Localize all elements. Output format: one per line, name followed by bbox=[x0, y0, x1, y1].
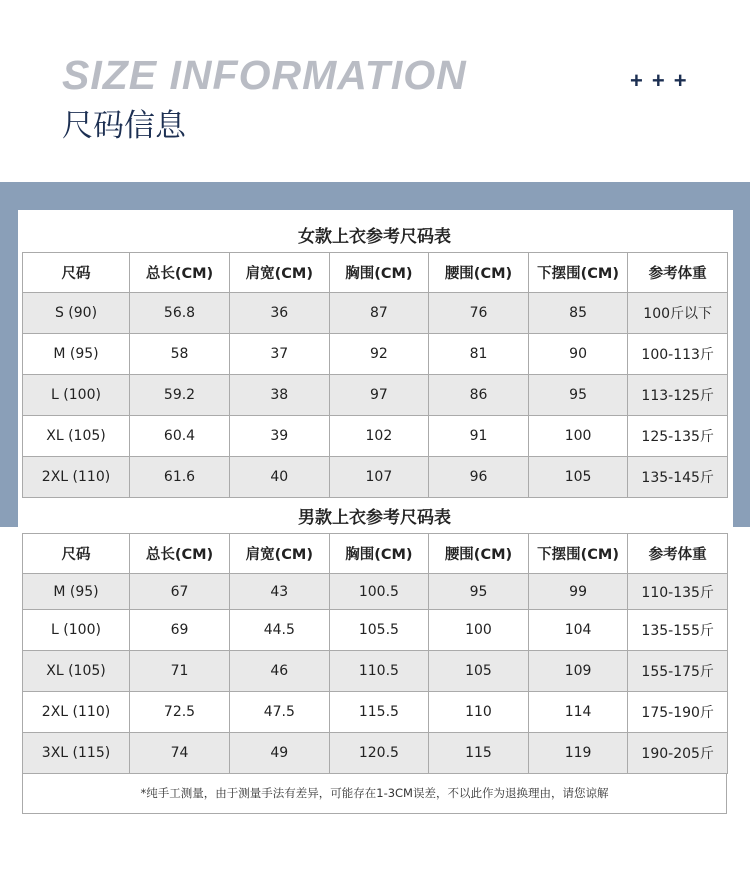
table-cell: 90 bbox=[528, 334, 628, 375]
table-cell: 135-145斤 bbox=[628, 457, 728, 498]
table-cell: 96 bbox=[429, 457, 529, 498]
table-cell: 100 bbox=[528, 416, 628, 457]
table-cell: 115.5 bbox=[329, 692, 429, 733]
column-header: 参考体重 bbox=[628, 253, 728, 293]
table-cell: 120.5 bbox=[329, 733, 429, 774]
table-cell: 114 bbox=[528, 692, 628, 733]
title-english: SIZE INFORMATION bbox=[62, 52, 467, 98]
table-header-row bbox=[23, 534, 728, 574]
table-cell: 60.4 bbox=[130, 416, 230, 457]
plus-icon: + bbox=[651, 68, 665, 93]
table-cell: XL (105) bbox=[23, 651, 130, 692]
table-cell: 115 bbox=[429, 733, 529, 774]
table-cell: 91 bbox=[429, 416, 529, 457]
table-header-row bbox=[23, 253, 728, 293]
table-cell: 85 bbox=[528, 293, 628, 334]
table-cell: 49 bbox=[230, 733, 330, 774]
table-cell: L (100) bbox=[23, 610, 130, 651]
table-cell: 74 bbox=[130, 733, 230, 774]
title-chinese: 尺码信息 bbox=[62, 108, 186, 144]
table-cell: 105 bbox=[429, 651, 529, 692]
measurement-note: *纯手工测量，由于测量手法有差异，可能存在1-3CM误差，不以此作为退换理由，请您谅解 bbox=[22, 774, 727, 814]
table-cell: 47.5 bbox=[230, 692, 330, 733]
table-cell: 102 bbox=[329, 416, 429, 457]
table-row bbox=[23, 610, 728, 651]
table-cell: 95 bbox=[528, 375, 628, 416]
column-header: 肩宽(CM) bbox=[230, 534, 330, 574]
table-cell: 155-175斤 bbox=[628, 651, 728, 692]
table-row bbox=[23, 375, 728, 416]
column-header: 下摆围(CM) bbox=[528, 253, 628, 293]
table-row bbox=[23, 293, 728, 334]
column-header: 腰围(CM) bbox=[429, 253, 529, 293]
table-cell: 59.2 bbox=[130, 375, 230, 416]
table-cell: 46 bbox=[230, 651, 330, 692]
table-row bbox=[23, 692, 728, 733]
table-row bbox=[23, 733, 728, 774]
table-cell: 36 bbox=[230, 293, 330, 334]
table-cell: 37 bbox=[230, 334, 330, 375]
women-size-table bbox=[22, 252, 728, 498]
decorative-plus-icons bbox=[630, 68, 687, 94]
table-cell: 71 bbox=[130, 651, 230, 692]
column-header: 胸围(CM) bbox=[329, 534, 429, 574]
table-cell: 69 bbox=[130, 610, 230, 651]
table-cell: 190-205斤 bbox=[628, 733, 728, 774]
table-cell: 40 bbox=[230, 457, 330, 498]
column-header: 肩宽(CM) bbox=[230, 253, 330, 293]
table-cell: 110.5 bbox=[329, 651, 429, 692]
table-cell: 95 bbox=[429, 574, 529, 610]
table-cell: 61.6 bbox=[130, 457, 230, 498]
table-cell: 2XL (110) bbox=[23, 692, 130, 733]
column-header: 胸围(CM) bbox=[329, 253, 429, 293]
table-cell: 87 bbox=[329, 293, 429, 334]
table-cell: 113-125斤 bbox=[628, 375, 728, 416]
column-header: 腰围(CM) bbox=[429, 534, 529, 574]
table-cell: 107 bbox=[329, 457, 429, 498]
table-cell: 100 bbox=[429, 610, 529, 651]
table-cell: 76 bbox=[429, 293, 529, 334]
table-cell: M (95) bbox=[23, 574, 130, 610]
column-header: 总长(CM) bbox=[130, 534, 230, 574]
table-cell: 81 bbox=[429, 334, 529, 375]
table-cell: 3XL (115) bbox=[23, 733, 130, 774]
table-cell: 86 bbox=[429, 375, 529, 416]
table-row bbox=[23, 651, 728, 692]
table-cell: 44.5 bbox=[230, 610, 330, 651]
plus-icon: + bbox=[630, 68, 643, 93]
table-row bbox=[23, 574, 728, 610]
table-cell: 92 bbox=[329, 334, 429, 375]
women-table-title: 女款上衣参考尺码表 bbox=[298, 227, 451, 247]
men-table-title: 男款上衣参考尺码表 bbox=[298, 508, 451, 528]
table-cell: 135-155斤 bbox=[628, 610, 728, 651]
table-cell: 109 bbox=[528, 651, 628, 692]
table-cell: 175-190斤 bbox=[628, 692, 728, 733]
column-header: 尺码 bbox=[23, 253, 130, 293]
table-cell: 125-135斤 bbox=[628, 416, 728, 457]
table-cell: 38 bbox=[230, 375, 330, 416]
table-cell: M (95) bbox=[23, 334, 130, 375]
table-row bbox=[23, 416, 728, 457]
table-cell: 100-113斤 bbox=[628, 334, 728, 375]
table-cell: L (100) bbox=[23, 375, 130, 416]
table-cell: 100斤以下 bbox=[628, 293, 728, 334]
plus-icon: + bbox=[673, 68, 687, 93]
men-size-table bbox=[22, 533, 728, 774]
table-cell: 99 bbox=[528, 574, 628, 610]
table-cell: 100.5 bbox=[329, 574, 429, 610]
column-header: 总长(CM) bbox=[130, 253, 230, 293]
table-cell: 72.5 bbox=[130, 692, 230, 733]
column-header: 参考体重 bbox=[628, 534, 728, 574]
table-cell: 119 bbox=[528, 733, 628, 774]
table-cell: 39 bbox=[230, 416, 330, 457]
table-cell: 97 bbox=[329, 375, 429, 416]
table-cell: 110 bbox=[429, 692, 529, 733]
table-cell: 110-135斤 bbox=[628, 574, 728, 610]
table-cell: 2XL (110) bbox=[23, 457, 130, 498]
table-cell: 67 bbox=[130, 574, 230, 610]
table-row bbox=[23, 334, 728, 375]
table-cell: XL (105) bbox=[23, 416, 130, 457]
column-header: 下摆围(CM) bbox=[528, 534, 628, 574]
table-cell: 104 bbox=[528, 610, 628, 651]
table-cell: 58 bbox=[130, 334, 230, 375]
table-cell: 105 bbox=[528, 457, 628, 498]
table-cell: S (90) bbox=[23, 293, 130, 334]
table-row bbox=[23, 457, 728, 498]
column-header: 尺码 bbox=[23, 534, 130, 574]
table-cell: 56.8 bbox=[130, 293, 230, 334]
table-cell: 43 bbox=[230, 574, 330, 610]
table-cell: 105.5 bbox=[329, 610, 429, 651]
